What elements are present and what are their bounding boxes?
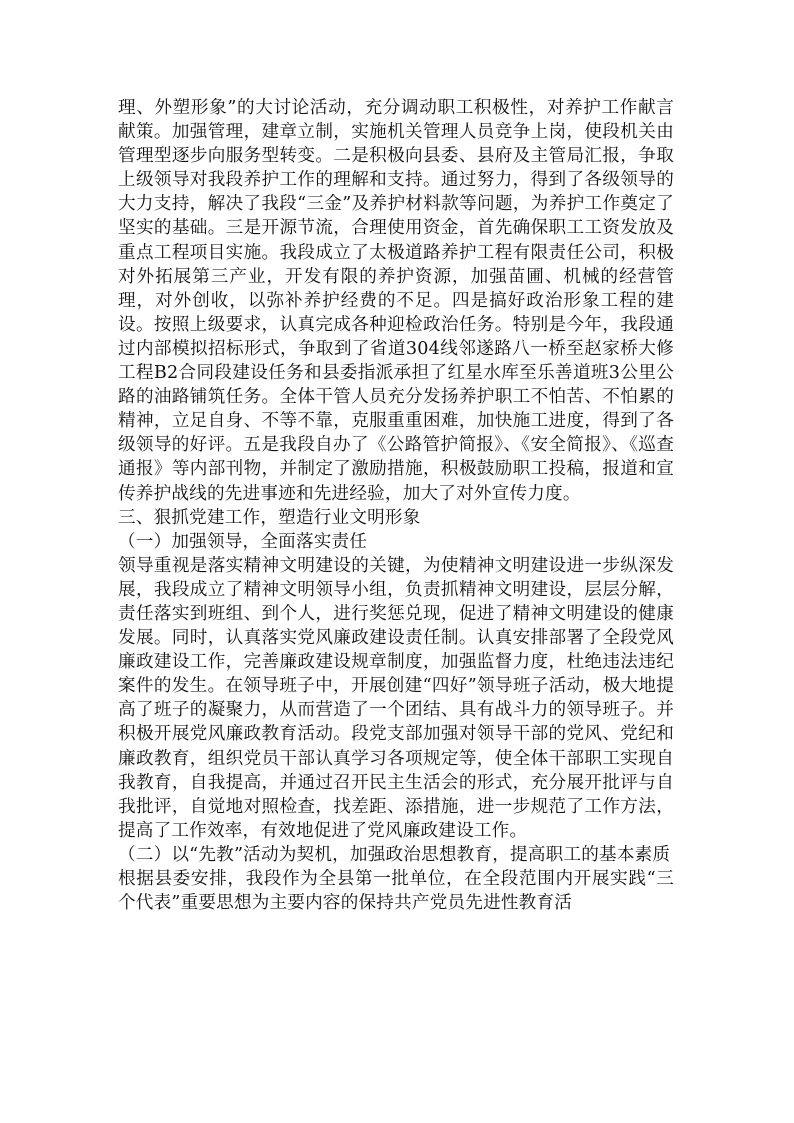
subsection-heading-education: （二）以“先教”活动为契机，加强政治思想教育，提高职工的基本素质 [118, 844, 671, 865]
section-heading-party-building: 三、狠抓党建工作，塑造行业文明形象 [118, 507, 421, 528]
body-paragraph-education: 根据县委安排，我段作为全县第一批单位，在全段范围内开展实践“三个代表”重要思想为主要内容的保持共产党员先进性教育活 [118, 869, 674, 914]
subsection-heading-leadership: （一）加强领导，全面落实责任 [118, 531, 368, 552]
document-body [118, 96, 674, 915]
body-paragraph-leadership: 领导重视是落实精神文明建设的关键，为使精神文明建设进一步纵深发展，我段成立了精神文明领导小组，负责抓精神文明建设，层层分解，责任落实到班组、到个人，进行奖惩兑现，促进了精神文明建设的健康发展。同时，认真落实党风廉政建设责任制。认真安排部署了全段党风廉政建设工作，完善廉政建设规章制度，加强监督力度，杜绝违法违纪案件的发生。在领导班子中，开展创建“四好”领导班子活动，极大地提高了班子的凝聚力，从而营造了一个团结、具有战斗力的领导班子。并积极开展党风廉政教育活动。段党支部加强对领导干部的党风、党纪和廉政教育，组织党员干部认真学习各项规定等，使全体干部职工实现自我教育，自我提高，并通过召开民主生活会的形式，充分展开批评与自我批评，自觉地对照检查，找差距、添措施，进一步规范了工作方法，提高了工作效率，有效地促进了党风廉政建设工作。 [118, 555, 674, 841]
body-paragraph-work-summary: 理、外塑形象”的大讨论活动，充分调动职工积极性，对养护工作献言献策。加强管理，建章立制，实施机关管理人员竞争上岗，使段机关由管理型逐步向服务型转变。二是积极向县委、县府及主管局汇报，争取上级领导对我段养护工作的理解和支持。通过努力，得到了各级领导的大力支持，解决了我段“三金”及养护材料款等问题，为养护工作奠定了坚实的基础。三是开源节流，合理使用资金，首先确保职工工资发放及重点工程项目实施。我段成立了太极道路养护工程有限责任公司，积极对外拓展第三产业，开发有限的养护资源，加强苗圃、机械的经营管理，对外创收，以弥补养护经费的不足。四是搞好政治形象工程的建设。按照上级要求，认真完成各种迎检政治任务。特别是今年，我段通过内部模拟招标形式，争取到了省道304线邻遂路八一桥至赵家桥大修工程B2合同段建设任务和县委指派承担了红星水库至乐善道班3公里公路的油路铺筑任务。全体干管人员充分发扬养护职工不怕苦、不怕累的精神，立足自身、不等不靠，克服重重困难，加快施工进度，得到了各级领导的好评。五是我段自办了《公路管护简报》、《安全简报》、《巡查通报》等内部刊物，并制定了激励措施，积极鼓励职工投稿，报道和宣传养护战线的先进事迹和先进经验，加大了对外宣传力度。 [118, 98, 674, 504]
